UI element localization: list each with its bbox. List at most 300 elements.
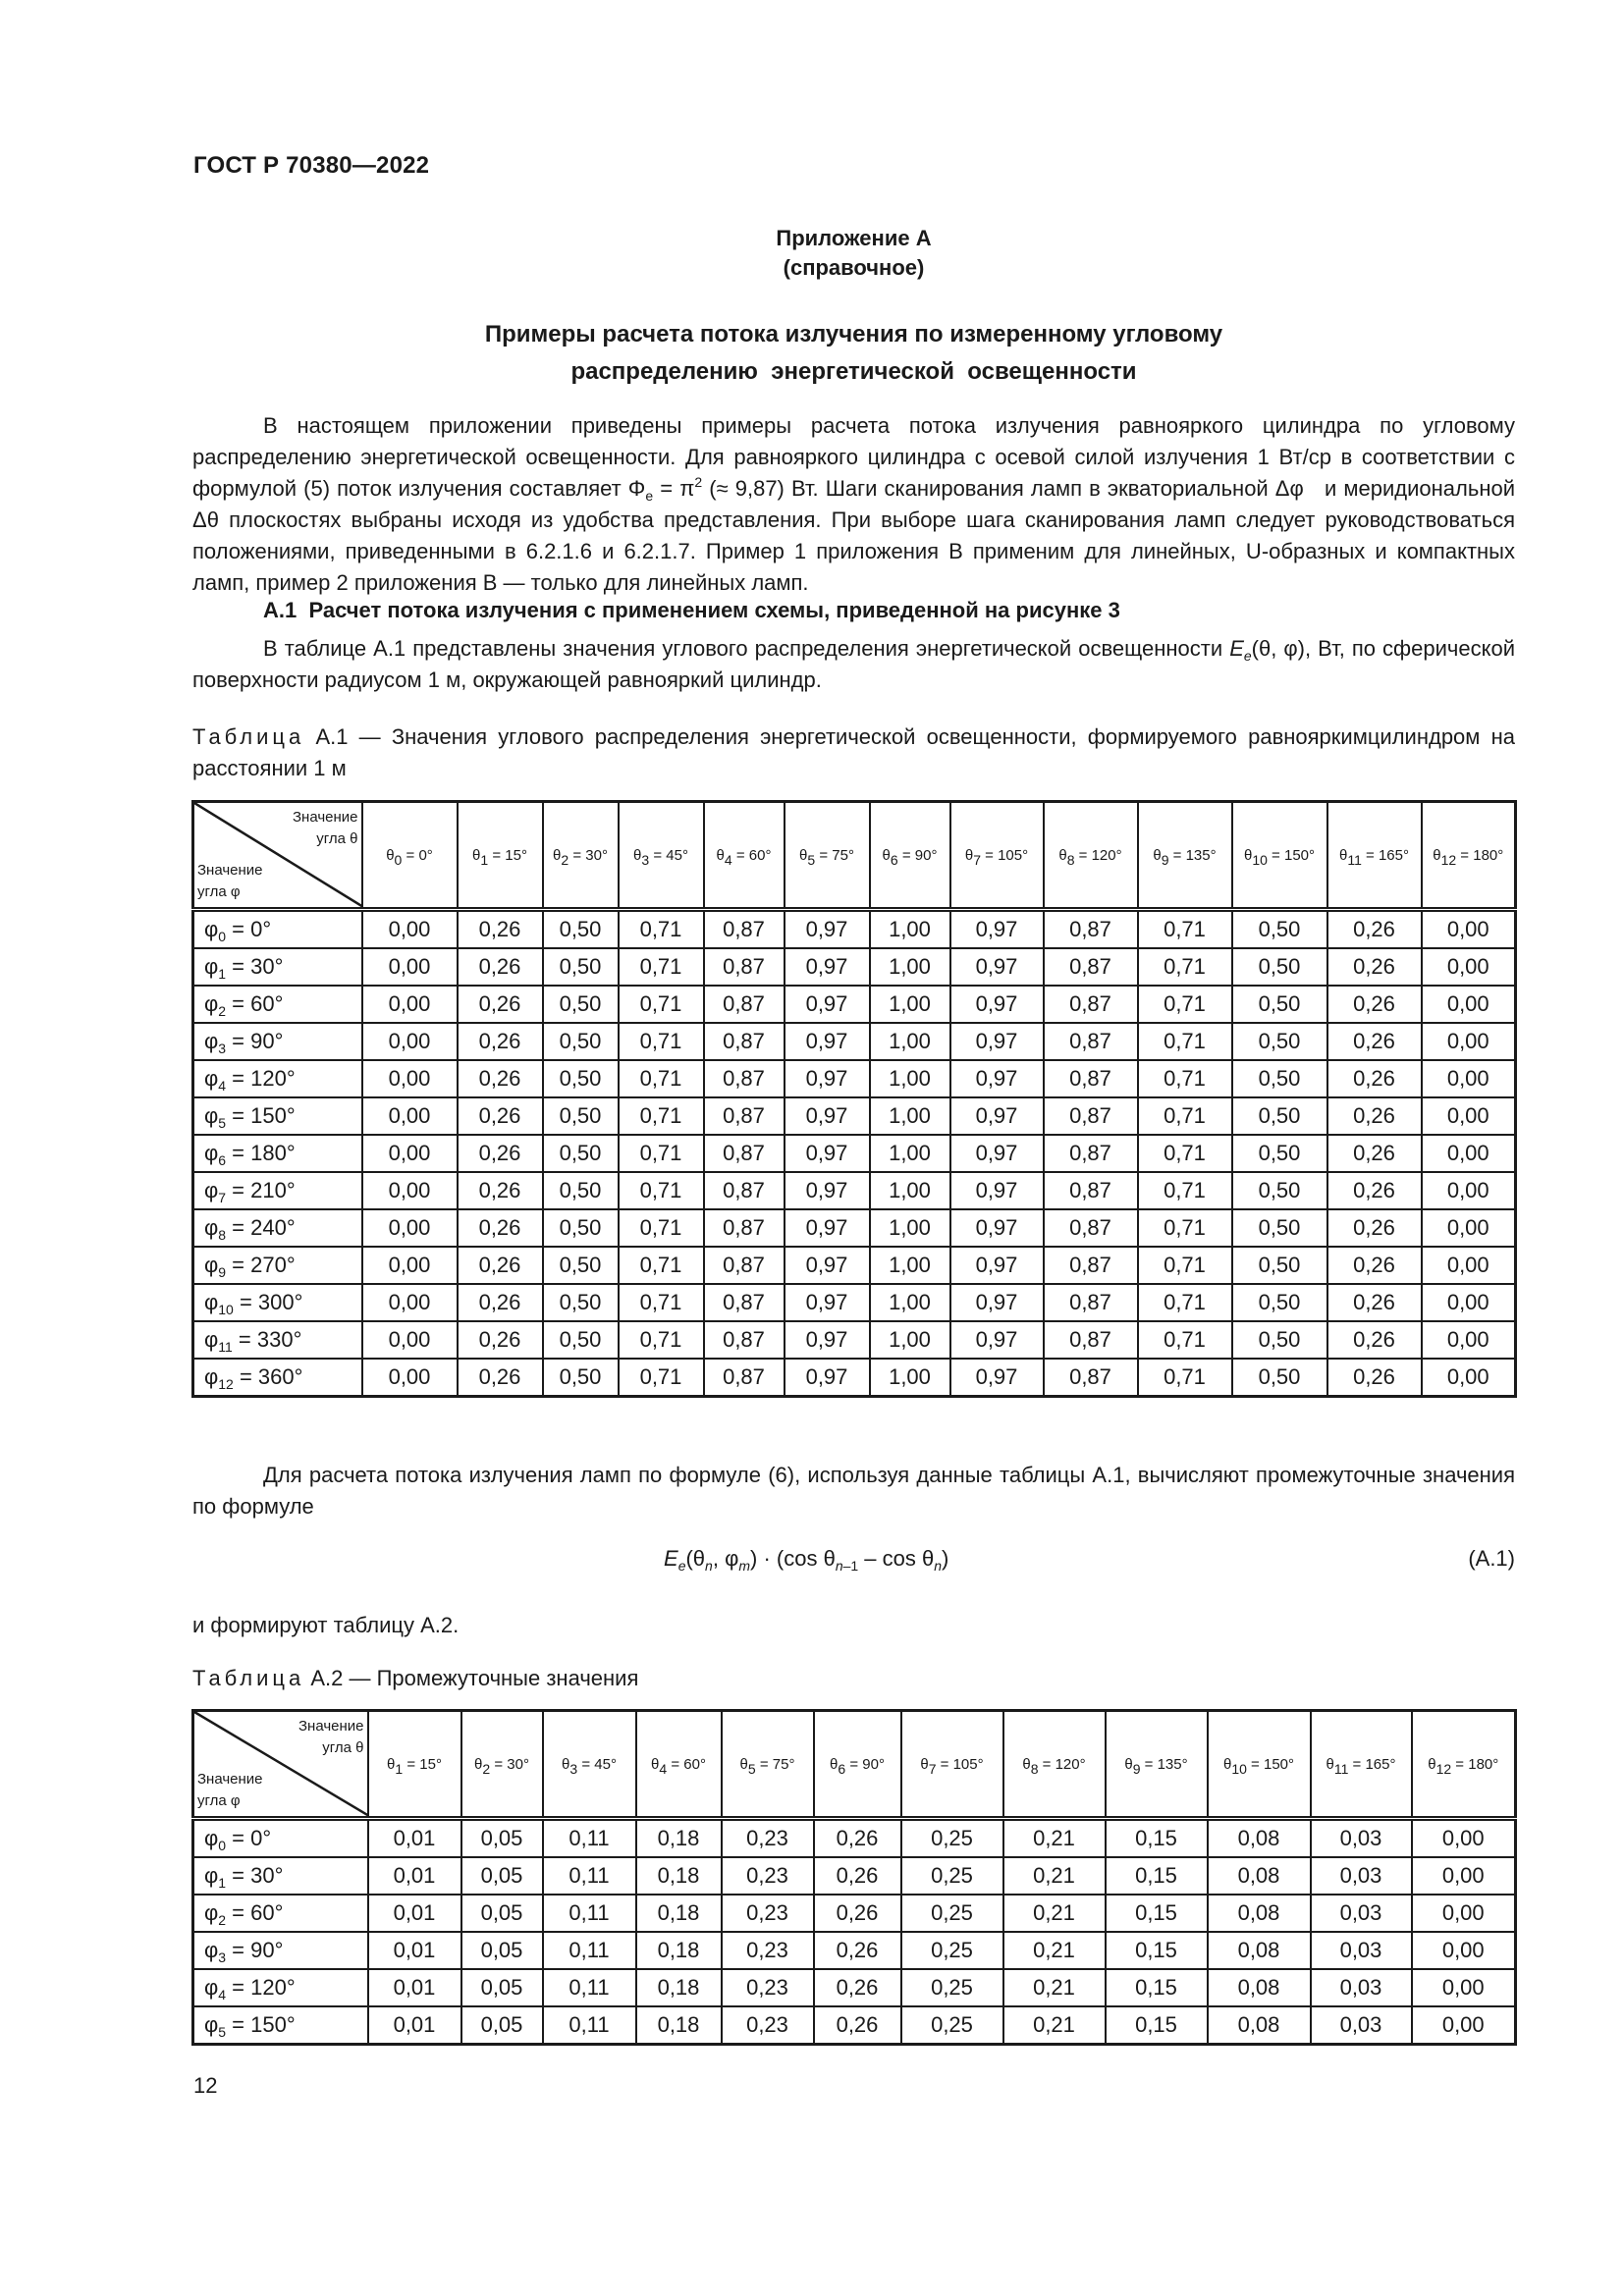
column-header: $\theta_9 = 135^\circ$	[1138, 802, 1232, 910]
table-cell: 0,18	[636, 1857, 722, 1895]
table-cell: 0,87	[1044, 986, 1138, 1023]
table-cell: 0,87	[704, 986, 785, 1023]
table-cell: 0,50	[543, 1172, 619, 1209]
intermediate-paragraph: Для расчета потока излучения ламп по формуле (6), используя данные таблицы А.1, вычисляют промежуточные значения по формуле	[192, 1463, 1515, 1519]
table-a1	[191, 800, 1517, 1398]
column-header: $\theta_6 = 90^\circ$	[814, 1711, 901, 1819]
table-cell: 0,87	[704, 1023, 785, 1060]
column-header: $\theta_8 = 120^\circ$	[1003, 1711, 1106, 1819]
table-row	[193, 948, 1516, 986]
table-cell: 0,25	[901, 1857, 1003, 1895]
row-label: $\varphi_3 = 90^\circ$	[193, 1932, 368, 1969]
table-cell: 0,23	[722, 1895, 814, 1932]
column-header: $\theta_4 = 60^\circ$	[704, 802, 785, 910]
table-cell: 0,71	[1138, 1359, 1232, 1397]
table-cell: 0,26	[458, 986, 543, 1023]
table-row	[193, 1321, 1516, 1359]
row-label: $\varphi_9 = 270^\circ$	[193, 1247, 362, 1284]
table-cell: 0,00	[1412, 1819, 1516, 1858]
table-row	[193, 1932, 1516, 1969]
table-cell: 0,50	[1232, 1135, 1327, 1172]
table-cell: 0,50	[543, 1135, 619, 1172]
table-cell: 0,05	[461, 1857, 543, 1895]
table-cell: 0,26	[1327, 1023, 1422, 1060]
table-cell: 0,08	[1208, 1857, 1311, 1895]
table-cell: 0,05	[461, 2006, 543, 2045]
table-cell: 0,50	[543, 1097, 619, 1135]
table-cell: 0,00	[1422, 1172, 1516, 1209]
table-cell: 0,26	[1327, 1097, 1422, 1135]
table-cell: 0,23	[722, 1857, 814, 1895]
table-cell: 0,87	[1044, 948, 1138, 986]
table-cell: 0,71	[619, 1209, 704, 1247]
table-cell: 0,03	[1311, 1969, 1412, 2006]
table-cell: 0,26	[1327, 1172, 1422, 1209]
column-header: $\theta_2 = 30^\circ$	[543, 802, 619, 910]
table-row	[193, 1819, 1516, 1858]
table-cell: 0,87	[1044, 1209, 1138, 1247]
table-cell: 0,97	[785, 1060, 870, 1097]
table-cell: 0,25	[901, 2006, 1003, 2045]
row-label: $\varphi_1 = 30^\circ$	[193, 948, 362, 986]
table-cell: 0,11	[543, 2006, 636, 2045]
table-row	[193, 1060, 1516, 1097]
table-cell: 0,00	[362, 910, 458, 949]
table-cell: 0,97	[950, 910, 1044, 949]
table-cell: 0,97	[950, 1023, 1044, 1060]
table-cell: 0,26	[1327, 948, 1422, 986]
table-cell: 0,21	[1003, 2006, 1106, 2045]
table-row	[193, 1284, 1516, 1321]
table-cell: 0,26	[458, 1284, 543, 1321]
section-a1-paragraph: В таблице А.1 представлены значения углового распределения энергетической освещенности $E_e(\theta$, φ), Вт, по сферической поверхности радиусом 1 м, окружающей равнояркий цилиндр.	[192, 636, 1515, 692]
table-cell: 0,50	[543, 1060, 619, 1097]
table-cell: 0,00	[362, 1247, 458, 1284]
table-cell: 0,97	[950, 986, 1044, 1023]
table-cell: 0,00	[1422, 948, 1516, 986]
table-cell: 0,50	[1232, 910, 1327, 949]
table-cell: 0,26	[458, 1209, 543, 1247]
table-cell: 0,50	[1232, 986, 1327, 1023]
row-label: $\varphi_2 = 60^\circ$	[193, 1895, 368, 1932]
table-cell: 0,87	[1044, 1172, 1138, 1209]
table-corner-cell: Значение угла θ Значение угла φ	[193, 802, 362, 910]
table-cell: 0,15	[1106, 1969, 1208, 2006]
table-cell: 0,50	[1232, 1284, 1327, 1321]
table-cell: 1,00	[870, 948, 950, 986]
table-cell: 0,26	[814, 1969, 901, 2006]
table-cell: 0,50	[1232, 1023, 1327, 1060]
table-a2	[191, 1709, 1517, 2046]
table-cell: 0,05	[461, 1932, 543, 1969]
table-row	[193, 1023, 1516, 1060]
row-label: $\varphi_{11} = 330^\circ$	[193, 1321, 362, 1359]
table-cell: 0,71	[1138, 1172, 1232, 1209]
table-cell: 0,50	[543, 1209, 619, 1247]
table-cell: 0,97	[950, 1359, 1044, 1397]
column-header: $\theta_3 = 45^\circ$	[543, 1711, 636, 1819]
table-cell: 0,03	[1311, 1819, 1412, 1858]
table-cell: 0,26	[458, 1060, 543, 1097]
table-cell: 0,26	[814, 1857, 901, 1895]
table-cell: 0,71	[619, 948, 704, 986]
table-cell: 0,50	[1232, 948, 1327, 986]
table-cell: 0,71	[1138, 910, 1232, 949]
table-cell: 0,97	[785, 1284, 870, 1321]
table-cell: 0,01	[368, 1819, 461, 1858]
table-a2-caption: Таблица А.2 — Промежуточные значения	[192, 1666, 639, 1690]
table-row	[193, 1135, 1516, 1172]
table-cell: 0,25	[901, 1932, 1003, 1969]
row-label: $\varphi_5 = 150^\circ$	[193, 2006, 368, 2045]
table-cell: 0,01	[368, 1895, 461, 1932]
table-cell: 0,26	[814, 1932, 901, 1969]
table-cell: 1,00	[870, 1284, 950, 1321]
table-row	[193, 1895, 1516, 1932]
appendix-title-line2: распределению энергетической освещенности	[570, 358, 1137, 385]
table-cell: 0,00	[362, 1023, 458, 1060]
table-cell: 0,26	[1327, 1359, 1422, 1397]
table-cell: 0,05	[461, 1969, 543, 2006]
table-cell: 0,26	[1327, 1321, 1422, 1359]
table-cell: 0,18	[636, 1969, 722, 2006]
column-header: $\theta_0 = 0^\circ$	[362, 802, 458, 910]
table-cell: 0,50	[543, 986, 619, 1023]
table-cell: 0,97	[785, 1023, 870, 1060]
table-cell: 0,71	[1138, 1209, 1232, 1247]
row-label: $\varphi_5 = 150^\circ$	[193, 1097, 362, 1135]
table-cell: 0,87	[704, 1172, 785, 1209]
table-cell: 0,00	[362, 1321, 458, 1359]
table-cell: 0,87	[1044, 1023, 1138, 1060]
table-cell: 0,87	[704, 948, 785, 986]
table-cell: 0,87	[1044, 910, 1138, 949]
column-header: $\theta_{11} = 165^\circ$	[1311, 1711, 1412, 1819]
table-cell: 0,87	[704, 1359, 785, 1397]
row-label: $\varphi_0 = 0^\circ$	[193, 910, 362, 949]
table-cell: 0,97	[950, 1284, 1044, 1321]
table-cell: 0,00	[1422, 1247, 1516, 1284]
table-cell: 0,71	[1138, 1135, 1232, 1172]
table-a1-caption: Таблица А.1 — Значения углового распределения энергетической освещенности, формируемого равнояркимцилиндром на расстоянии 1 м	[192, 724, 1515, 780]
table-cell: 0,50	[1232, 1321, 1327, 1359]
table-cell: 0,05	[461, 1819, 543, 1858]
table-cell: 0,71	[1138, 1284, 1232, 1321]
table-cell: 0,87	[704, 910, 785, 949]
table-cell: 0,87	[1044, 1321, 1138, 1359]
table-cell: 0,87	[704, 1284, 785, 1321]
table-cell: 0,71	[619, 986, 704, 1023]
table-cell: 0,26	[1327, 1135, 1422, 1172]
table-cell: 0,50	[543, 948, 619, 986]
table-cell: 0,21	[1003, 1857, 1106, 1895]
column-header: $\theta_{11} = 165^\circ$	[1327, 802, 1422, 910]
table-cell: 0,26	[814, 1819, 901, 1858]
table-cell: 0,00	[362, 1209, 458, 1247]
table-cell: 0,26	[1327, 1209, 1422, 1247]
formula-number: (А.1)	[1468, 1546, 1515, 1571]
table-cell: 0,71	[619, 1359, 704, 1397]
table-cell: 0,26	[458, 1359, 543, 1397]
table-cell: 0,71	[1138, 1060, 1232, 1097]
row-label: $\varphi_6 = 180^\circ$	[193, 1135, 362, 1172]
table-cell: 0,11	[543, 1857, 636, 1895]
table-row	[193, 1172, 1516, 1209]
table-cell: 0,03	[1311, 1932, 1412, 1969]
table-cell: 0,00	[1422, 1023, 1516, 1060]
appendix-status: (справочное)	[783, 255, 925, 280]
table-corner-cell: Значение угла θ Значение угла φ	[193, 1711, 368, 1819]
row-label: $\varphi_4 = 120^\circ$	[193, 1060, 362, 1097]
column-header: $\theta_8 = 120^\circ$	[1044, 802, 1138, 910]
table-cell: 0,00	[362, 1135, 458, 1172]
table-cell: 0,21	[1003, 1819, 1106, 1858]
column-header: $\theta_7 = 105^\circ$	[950, 802, 1044, 910]
table-cell: 0,26	[1327, 1284, 1422, 1321]
table-row	[193, 986, 1516, 1023]
table-cell: 0,08	[1208, 2006, 1311, 2045]
table-cell: 1,00	[870, 986, 950, 1023]
table-cell: 0,03	[1311, 1895, 1412, 1932]
table-cell: 0,50	[1232, 1359, 1327, 1397]
table-cell: 0,97	[950, 1097, 1044, 1135]
table-row	[193, 1857, 1516, 1895]
table-cell: 0,50	[1232, 1060, 1327, 1097]
table-cell: 0,03	[1311, 1857, 1412, 1895]
row-label: $\varphi_4 = 120^\circ$	[193, 1969, 368, 2006]
table-cell: 0,08	[1208, 1932, 1311, 1969]
table-cell: 0,87	[704, 1060, 785, 1097]
table-cell: 1,00	[870, 1172, 950, 1209]
appendix-heading	[192, 224, 1515, 283]
table-cell: 0,23	[722, 1932, 814, 1969]
table-cell: 0,00	[1412, 2006, 1516, 2045]
table-cell: 0,97	[785, 1359, 870, 1397]
table-cell: 1,00	[870, 1359, 950, 1397]
table-cell: 0,11	[543, 1932, 636, 1969]
table-cell: 0,97	[785, 1321, 870, 1359]
table-cell: 0,71	[619, 1172, 704, 1209]
table-cell: 1,00	[870, 1209, 950, 1247]
appendix-title-line1: Примеры расчета потока излучения по измеренному угловому	[484, 321, 1223, 347]
table-header-row	[193, 802, 1516, 910]
column-header: $\theta_9 = 135^\circ$	[1106, 1711, 1208, 1819]
table-cell: 0,71	[619, 910, 704, 949]
table-cell: 0,71	[1138, 1023, 1232, 1060]
table-cell: 0,71	[619, 1060, 704, 1097]
table-row	[193, 1097, 1516, 1135]
table-cell: 0,71	[619, 1097, 704, 1135]
table-cell: 0,21	[1003, 1932, 1106, 1969]
table-cell: 0,00	[362, 986, 458, 1023]
table-cell: 0,00	[1412, 1969, 1516, 2006]
table-cell: 0,87	[1044, 1284, 1138, 1321]
table-cell: 1,00	[870, 1060, 950, 1097]
table-cell: 0,26	[1327, 910, 1422, 949]
table-cell: 0,00	[1422, 910, 1516, 949]
table-cell: 0,15	[1106, 1857, 1208, 1895]
table-cell: 0,71	[1138, 1097, 1232, 1135]
table-cell: 0,26	[814, 1895, 901, 1932]
table-cell: 0,00	[1412, 1895, 1516, 1932]
row-label: $\varphi_2 = 60^\circ$	[193, 986, 362, 1023]
table-cell: 0,87	[704, 1135, 785, 1172]
table-cell: 0,00	[1422, 1097, 1516, 1135]
table-cell: 0,25	[901, 1819, 1003, 1858]
column-header: $\theta_{12} = 180^\circ$	[1422, 802, 1516, 910]
table-header-row	[193, 1711, 1516, 1819]
table-cell: 0,01	[368, 1932, 461, 1969]
table-cell: 0,50	[1232, 1097, 1327, 1135]
table-cell: 0,26	[458, 1097, 543, 1135]
column-header: $\theta_{10} = 150^\circ$	[1208, 1711, 1311, 1819]
table-cell: 0,97	[785, 986, 870, 1023]
table-cell: 0,87	[704, 1209, 785, 1247]
row-label: $\varphi_0 = 0^\circ$	[193, 1819, 368, 1858]
table-cell: 0,18	[636, 1819, 722, 1858]
table-cell: 0,08	[1208, 1969, 1311, 2006]
table-cell: 0,00	[362, 1060, 458, 1097]
table-cell: 0,50	[1232, 1172, 1327, 1209]
table-cell: 0,87	[1044, 1247, 1138, 1284]
form-table-text: и формируют таблицу А.2.	[192, 1613, 460, 1637]
table-cell: 0,87	[1044, 1097, 1138, 1135]
table-cell: 0,71	[619, 1023, 704, 1060]
table-cell: 0,00	[1422, 1284, 1516, 1321]
table-cell: 0,26	[458, 1321, 543, 1359]
table-cell: 0,01	[368, 1969, 461, 2006]
formula-expression: $E_e(\theta_n$, $\varphi_m) \cdot (\cos$ $\theta_{n-1}$ – $\cos \theta_n$)	[664, 1546, 949, 1574]
table-cell: 0,26	[814, 2006, 901, 2045]
table-row	[193, 1969, 1516, 2006]
table-cell: 0,71	[619, 1247, 704, 1284]
row-label: $\varphi_7 = 210^\circ$	[193, 1172, 362, 1209]
section-heading-a1: А.1 Расчет потока излучения с применением схемы, приведенной на рисунке 3	[263, 598, 1120, 622]
table-cell: 0,87	[1044, 1359, 1138, 1397]
column-header: $\theta_5 = 75^\circ$	[785, 802, 870, 910]
table-cell: 0,26	[458, 1023, 543, 1060]
table-cell: 0,00	[362, 1097, 458, 1135]
table-cell: 0,21	[1003, 1969, 1106, 2006]
table-cell: 0,00	[362, 948, 458, 986]
table-cell: 0,97	[785, 1172, 870, 1209]
table-cell: 0,26	[1327, 1060, 1422, 1097]
column-header: $\theta_5 = 75^\circ$	[722, 1711, 814, 1819]
table-cell: 0,87	[704, 1097, 785, 1135]
table-cell: 1,00	[870, 910, 950, 949]
appendix-title	[192, 316, 1515, 391]
column-header: $\theta_3 = 45^\circ$	[619, 802, 704, 910]
table-cell: 0,00	[1422, 986, 1516, 1023]
table-cell: 0,05	[461, 1895, 543, 1932]
column-header: $\theta_1 = 15^\circ$	[368, 1711, 461, 1819]
table-cell: 0,00	[362, 1172, 458, 1209]
table-cell: 1,00	[870, 1023, 950, 1060]
table-cell: 0,50	[1232, 1247, 1327, 1284]
table-cell: 0,87	[704, 1247, 785, 1284]
table-cell: 0,15	[1106, 2006, 1208, 2045]
row-label: $\varphi_{12} = 360^\circ$	[193, 1359, 362, 1397]
column-header: $\theta_4 = 60^\circ$	[636, 1711, 722, 1819]
table-cell: 0,15	[1106, 1895, 1208, 1932]
table-cell: 0,97	[785, 1247, 870, 1284]
table-cell: 0,26	[1327, 986, 1422, 1023]
table-cell: 0,08	[1208, 1819, 1311, 1858]
table-cell: 0,01	[368, 2006, 461, 2045]
table-cell: 0,71	[1138, 986, 1232, 1023]
document-header: ГОСТ Р 70380—2022	[193, 152, 430, 179]
table-cell: 0,25	[901, 1895, 1003, 1932]
table-cell: 0,87	[1044, 1135, 1138, 1172]
table-cell: 0,26	[458, 1247, 543, 1284]
table-cell: 1,00	[870, 1135, 950, 1172]
table-cell: 0,97	[785, 948, 870, 986]
table-cell: 0,26	[458, 948, 543, 986]
page-number: 12	[193, 2073, 218, 2098]
column-header: $\theta_7 = 105^\circ$	[901, 1711, 1003, 1819]
table-cell: 0,00	[1422, 1321, 1516, 1359]
table-cell: 0,11	[543, 1895, 636, 1932]
intro-paragraph: В настоящем приложении приведены примеры расчета потока излучения равнояркого цилиндра по угловому распределению энергетической освещенности. Для равнояркого цилиндра с осевой силой излучения 1 Вт/ср в соответствии с формулой (5) поток излучения составляет $\Phi_е = \pi^2$ (≈ 9,87) Вт. Шаги сканирования ламп в экваториальной Δφ и меридиональной Δθ плоскостях выбраны исходя из удобства представления. При выборе шага сканирования ламп следует руководствоваться положениями, приведенными в 6.2.1.6 и 6.2.1.7. Пример 1 приложения В применим для линейных, U-образных и компактных ламп, пример 2 приложения В — только для линейных ламп.	[192, 413, 1522, 595]
table-cell: 0,97	[950, 1209, 1044, 1247]
table-cell: 0,50	[1232, 1209, 1327, 1247]
table-cell: 0,50	[543, 1023, 619, 1060]
table-cell: 0,18	[636, 2006, 722, 2045]
table-cell: 0,97	[950, 1135, 1044, 1172]
table-cell: 0,00	[1412, 1857, 1516, 1895]
table-cell: 0,00	[1422, 1209, 1516, 1247]
table-row	[193, 2006, 1516, 2045]
table-cell: 0,23	[722, 1819, 814, 1858]
column-header: $\theta_{12} = 180^\circ$	[1412, 1711, 1516, 1819]
table-cell: 0,50	[543, 1284, 619, 1321]
column-header: $\theta_1 = 15^\circ$	[458, 802, 543, 910]
table-cell: 0,97	[785, 1097, 870, 1135]
table-row	[193, 1209, 1516, 1247]
table-cell: 0,50	[543, 1359, 619, 1397]
table-cell: 0,97	[950, 1247, 1044, 1284]
table-cell: 0,15	[1106, 1819, 1208, 1858]
table-cell: 0,23	[722, 1969, 814, 2006]
table-cell: 0,00	[362, 1359, 458, 1397]
table-cell: 0,97	[785, 1209, 870, 1247]
table-row	[193, 1247, 1516, 1284]
table-cell: 1,00	[870, 1247, 950, 1284]
row-label: $\varphi_{10} = 300^\circ$	[193, 1284, 362, 1321]
table-cell: 0,26	[458, 1135, 543, 1172]
table-cell: 0,26	[458, 1172, 543, 1209]
column-header: $\theta_{10} = 150^\circ$	[1232, 802, 1327, 910]
table-cell: 0,71	[1138, 1247, 1232, 1284]
row-label: $\varphi_8 = 240^\circ$	[193, 1209, 362, 1247]
table-cell: 0,11	[543, 1819, 636, 1858]
table-cell: 0,87	[704, 1321, 785, 1359]
table-cell: 0,71	[1138, 948, 1232, 986]
table-cell: 0,97	[950, 948, 1044, 986]
table-cell: 0,71	[619, 1284, 704, 1321]
table-cell: 0,25	[901, 1969, 1003, 2006]
table-cell: 0,21	[1003, 1895, 1106, 1932]
appendix-label: Приложение А	[776, 226, 932, 250]
table-cell: 0,71	[619, 1321, 704, 1359]
table-cell: 0,00	[1422, 1359, 1516, 1397]
table-row	[193, 1359, 1516, 1397]
table-cell: 0,15	[1106, 1932, 1208, 1969]
table-cell: 0,00	[1422, 1060, 1516, 1097]
row-label: $\varphi_1 = 30^\circ$	[193, 1857, 368, 1895]
table-cell: 0,71	[1138, 1321, 1232, 1359]
table-cell: 0,97	[785, 910, 870, 949]
